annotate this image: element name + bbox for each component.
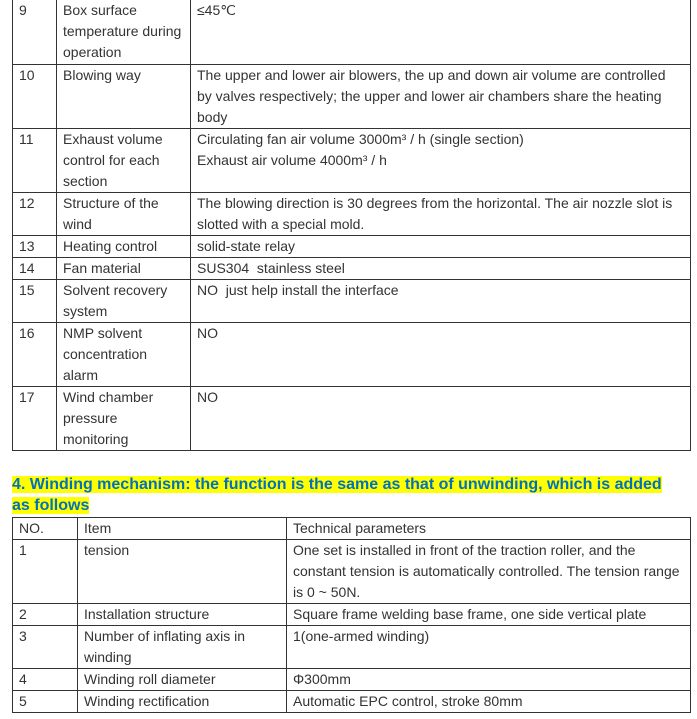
row-number: 3 <box>13 626 78 669</box>
item-value: Φ300mm <box>287 669 691 691</box>
table-row <box>13 65 691 129</box>
item-name: Winding roll diameter <box>78 669 287 691</box>
item-value: NO <box>191 387 691 451</box>
item-name: Blowing way <box>57 65 191 129</box>
header-item: Item <box>78 518 287 540</box>
item-name: NMP solvent concentration alarm <box>57 323 191 387</box>
value-line: Exhaust air volume 4000m³ / h <box>197 152 387 168</box>
table-row <box>13 691 691 713</box>
section-heading-text: 4. Winding mechanism: the function is the same as that of unwinding, which is added as follows <box>12 476 662 514</box>
table-row <box>13 258 691 280</box>
row-number: 12 <box>13 193 57 236</box>
item-name: Exhaust volume control for each section <box>57 129 191 193</box>
item-name: tension <box>78 540 287 604</box>
row-number: 2 <box>13 604 78 626</box>
item-value: Square frame welding base frame, one side vertical plate <box>287 604 691 626</box>
item-value: The upper and lower air blowers, the up and down air volume are controlled by valves respectively; the upper and lower air chambers share the heating body <box>191 65 691 129</box>
table-row <box>13 669 691 691</box>
item-name: Structure of the wind <box>57 193 191 236</box>
table-row <box>13 129 691 193</box>
row-number: 15 <box>13 280 57 323</box>
item-value: The blowing direction is 30 degrees from the horizontal. The air nozzle slot is slotted with a special mold. <box>191 193 691 236</box>
item-name: Wind chamber pressure monitoring <box>57 387 191 451</box>
item-value: NO just help install the interface <box>191 280 691 323</box>
item-value: NO <box>191 323 691 387</box>
table-header-row <box>13 518 691 540</box>
item-name: Box surface temperature during operation <box>57 0 191 65</box>
table-row <box>13 626 691 669</box>
item-value: One set is installed in front of the traction roller, and the constant tension is automatically controlled. The tension range is 0 ~ 50N. <box>287 540 691 604</box>
table-row <box>13 0 691 65</box>
item-name: Fan material <box>57 258 191 280</box>
item-value: Automatic EPC control, stroke 80mm <box>287 691 691 713</box>
table-row <box>13 280 691 323</box>
row-number: 5 <box>13 691 78 713</box>
row-number: 1 <box>13 540 78 604</box>
item-value: solid-state relay <box>191 236 691 258</box>
table-row <box>13 387 691 451</box>
row-number: 16 <box>13 323 57 387</box>
item-value <box>191 129 691 193</box>
table-row <box>13 193 691 236</box>
row-number: 10 <box>13 65 57 129</box>
row-number: 13 <box>13 236 57 258</box>
item-value: SUS304 stainless steel <box>191 258 691 280</box>
table-row <box>13 604 691 626</box>
item-name: Winding rectification <box>78 691 287 713</box>
winding-spec-table <box>12 517 691 713</box>
row-number: 11 <box>13 129 57 193</box>
item-value: 1(one-armed winding) <box>287 626 691 669</box>
item-name: Heating control <box>57 236 191 258</box>
row-number: 9 <box>13 0 57 65</box>
table-row <box>13 323 691 387</box>
item-name: Installation structure <box>78 604 287 626</box>
section-heading <box>12 474 672 516</box>
value-line: Circulating fan air volume 3000m³ / h (single section) <box>197 131 524 147</box>
drying-spec-table <box>12 0 691 451</box>
row-number: 17 <box>13 387 57 451</box>
table-row <box>13 540 691 604</box>
item-name: Solvent recovery system <box>57 280 191 323</box>
header-params: Technical parameters <box>287 518 691 540</box>
item-value: ≤45℃ <box>191 0 691 65</box>
header-no: NO. <box>13 518 78 540</box>
row-number: 4 <box>13 669 78 691</box>
table-row <box>13 236 691 258</box>
item-name: Number of inflating axis in winding <box>78 626 287 669</box>
row-number: 14 <box>13 258 57 280</box>
